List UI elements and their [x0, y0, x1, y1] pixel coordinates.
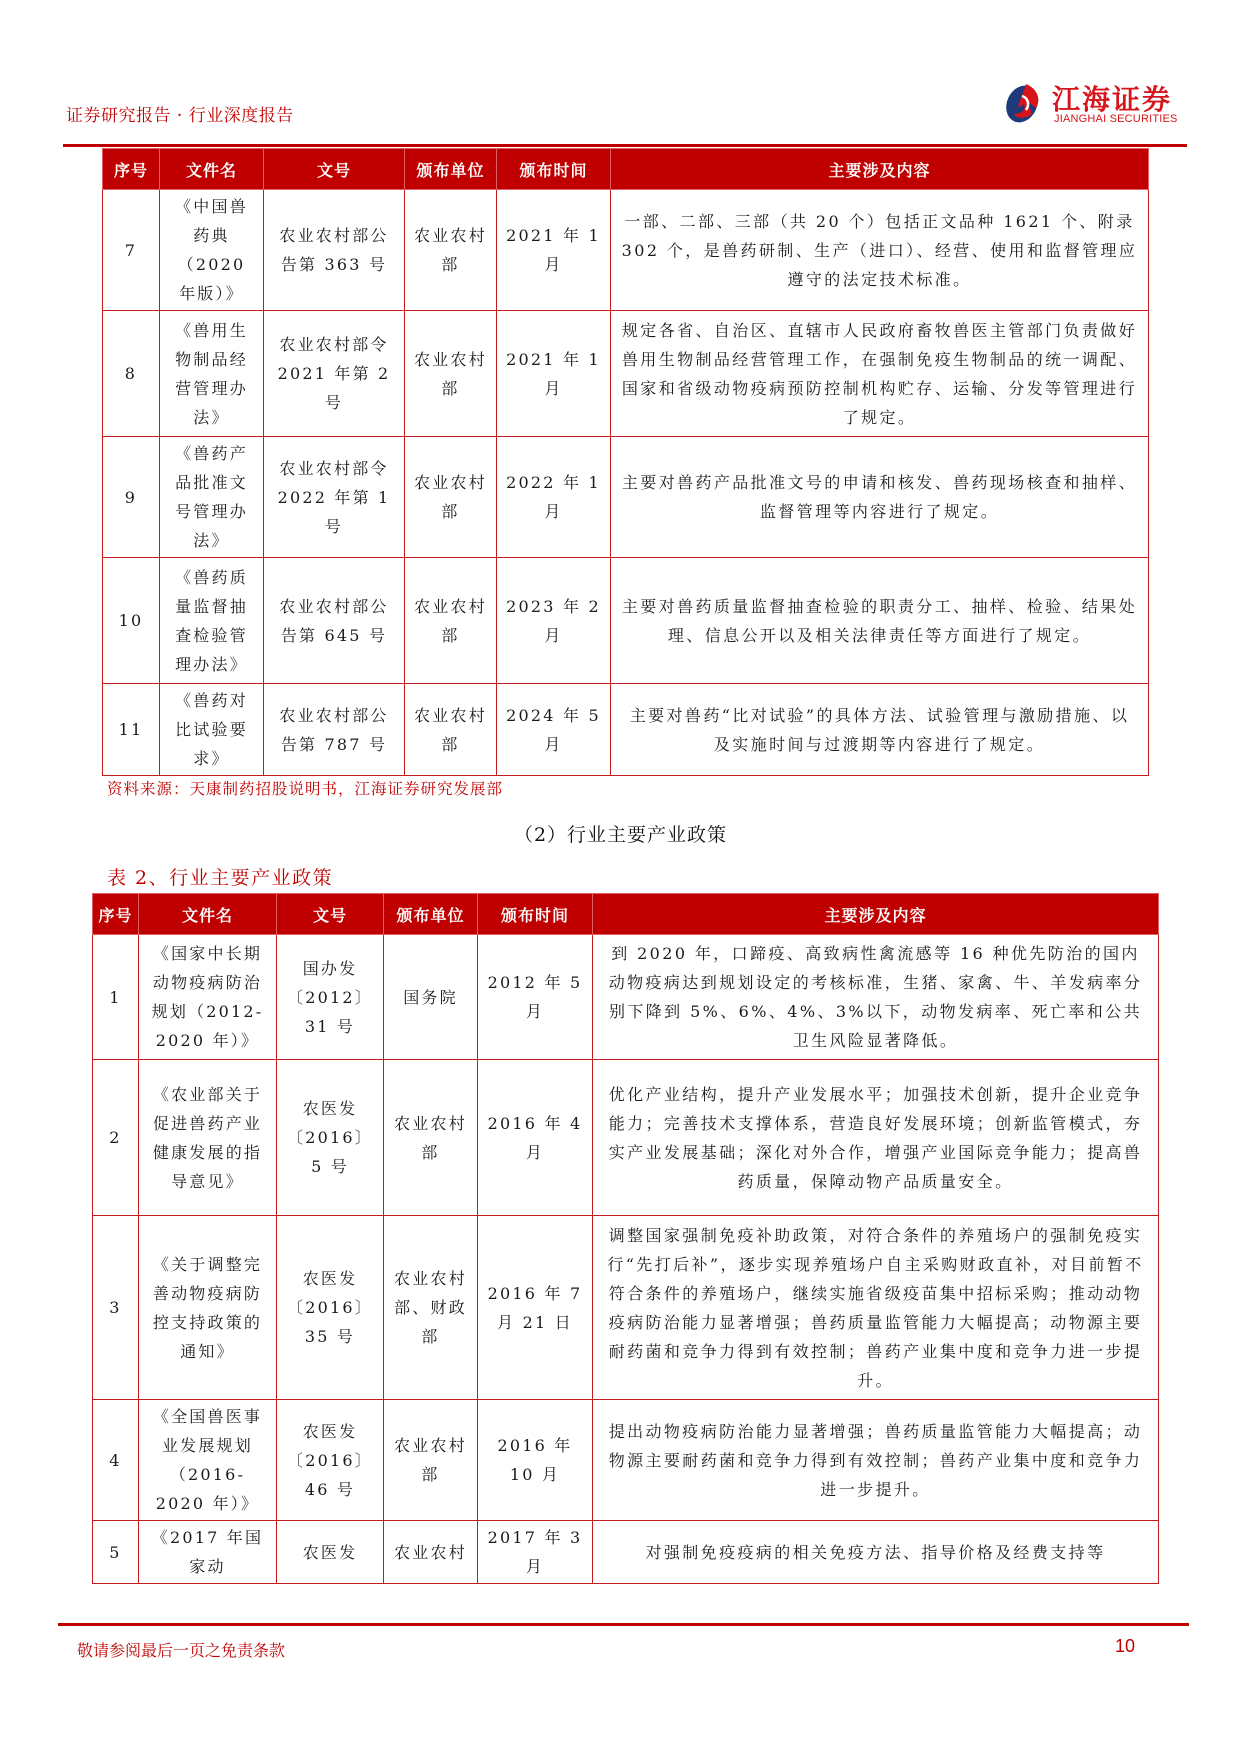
jianghai-logo-icon — [1002, 80, 1046, 124]
cell-content: 主要对兽药产品批准文号的申请和核发、兽药现场核查和抽样、监督管理等内容进行了规定。 — [611, 437, 1149, 558]
cell-issuer: 农业农村部 — [405, 437, 497, 558]
cell-date: 2016 年 7 月 21 日 — [478, 1216, 593, 1400]
table-row — [93, 1400, 1159, 1521]
cell-content: 规定各省、自治区、直辖市人民政府畜牧兽医主管部门负责做好兽用生物制品经营管理工作，在强制免疫生物制品的统一调配、国家和省级动物疫病预防控制机构贮存、运输、分发等管理进行了规定。 — [611, 311, 1149, 437]
cell-date: 2012 年 5 月 — [478, 935, 593, 1060]
cell-name: 《全国兽医事业发展规划（2016-2020 年）》 — [139, 1400, 277, 1521]
cell-date: 2016 年 4 月 — [478, 1060, 593, 1216]
cell-name: 《中国兽药典（2020 年版）》 — [160, 190, 264, 311]
col-header-name: 文件名 — [160, 149, 264, 190]
cell-content: 主要对兽药质量监督抽查检验的职责分工、抽样、检验、结果处理、信息公开以及相关法律责任等方面进行了规定。 — [611, 558, 1149, 684]
cell-doc-no: 农业农村部公告第 787 号 — [264, 684, 405, 776]
col-header-date: 颁布时间 — [478, 894, 593, 935]
cell-issuer: 农业农村部 — [405, 684, 497, 776]
cell-no: 4 — [93, 1400, 139, 1521]
cell-name: 《2017 年国家动 — [139, 1521, 277, 1584]
cell-date: 2023 年 2 月 — [497, 558, 611, 684]
cell-date: 2022 年 1 月 — [497, 437, 611, 558]
table-header-row — [103, 149, 1149, 190]
table-row — [103, 437, 1149, 558]
col-header-no: 序号 — [103, 149, 160, 190]
col-header-content: 主要涉及内容 — [593, 894, 1159, 935]
table-row — [93, 1216, 1159, 1400]
logo-text-cn: 江海证券 — [1052, 83, 1173, 116]
col-header-doc-no: 文号 — [264, 149, 405, 190]
cell-doc-no: 农业农村部令 2021 年第 2 号 — [264, 311, 405, 437]
logo-text-en: JIANGHAI SECURITIES — [1054, 113, 1178, 125]
brand-logo — [1002, 78, 1182, 128]
cell-name: 《兽药产品批准文号管理办法》 — [160, 437, 264, 558]
cell-content: 对强制免疫疫病的相关免疫方法、指导价格及经费支持等 — [593, 1521, 1159, 1584]
table-row — [103, 311, 1149, 437]
table-caption: 表 2、行业主要产业政策 — [107, 867, 334, 889]
cell-name: 《兽用生物制品经营管理办法》 — [160, 311, 264, 437]
cell-doc-no: 国办发〔2012〕31 号 — [277, 935, 384, 1060]
table-row — [93, 1060, 1159, 1216]
cell-date: 2021 年 1 月 — [497, 311, 611, 437]
cell-date: 2021 年 1 月 — [497, 190, 611, 311]
cell-date: 2016 年 10 月 — [478, 1400, 593, 1521]
cell-issuer: 农业农村部 — [405, 558, 497, 684]
cell-name: 《兽药质量监督抽查检验管理办法》 — [160, 558, 264, 684]
cell-doc-no: 农医发 — [277, 1521, 384, 1584]
cell-doc-no: 农医发〔2016〕5 号 — [277, 1060, 384, 1216]
source-note: 资料来源：天康制药招股说明书，江海证券研究发展部 — [107, 780, 504, 798]
cell-issuer: 农业农村部 — [405, 190, 497, 311]
cell-no: 2 — [93, 1060, 139, 1216]
cell-doc-no: 农业农村部令 2022 年第 1 号 — [264, 437, 405, 558]
cell-content: 提出动物疫病防治能力显著增强；兽药质量监管能力大幅提高；动物源主要耐药菌和竞争力得到有效控制；兽药产业集中度和竞争力进一步提升。 — [593, 1400, 1159, 1521]
disclaimer-note: 敬请参阅最后一页之免责条款 — [77, 1641, 286, 1660]
col-header-doc-no: 文号 — [277, 894, 384, 935]
cell-doc-no: 农业农村部公告第 645 号 — [264, 558, 405, 684]
cell-issuer: 农业农村部 — [384, 1400, 478, 1521]
cell-issuer: 农业农村 — [384, 1521, 478, 1584]
cell-no: 10 — [103, 558, 160, 684]
cell-issuer: 国务院 — [384, 935, 478, 1060]
col-header-content: 主要涉及内容 — [611, 149, 1149, 190]
cell-content: 主要对兽药“比对试验”的具体方法、试验管理与激励措施、以及实施时间与过渡期等内容进行了规定。 — [611, 684, 1149, 776]
cell-doc-no: 农医发〔2016〕35 号 — [277, 1216, 384, 1400]
table-row — [103, 190, 1149, 311]
cell-date: 2017 年 3 月 — [478, 1521, 593, 1584]
cell-no: 1 — [93, 935, 139, 1060]
industry-policy-table — [92, 893, 1159, 1584]
table-header-row — [93, 894, 1159, 935]
table-row — [93, 1521, 1159, 1584]
col-header-no: 序号 — [93, 894, 139, 935]
cell-date: 2024 年 5 月 — [497, 684, 611, 776]
cell-content: 调整国家强制免疫补助政策，对符合条件的养殖场户的强制免疫实行“先打后补”，逐步实现养殖场户自主采购财政直补，对目前暂不符合条件的养殖场户，继续实施省级疫苗集中招标采购；推动动物疫病防治能力显著增强；兽药质量监管能力大幅提高；动物源主要耐药菌和竞争力得到有效控制；兽药产业集中度和竞争力进一步提升。 — [593, 1216, 1159, 1400]
section-heading: （2）行业主要产业政策 — [513, 824, 728, 846]
cell-issuer: 农业农村部、财政部 — [384, 1216, 478, 1400]
regulations-table-continued — [102, 148, 1149, 776]
cell-no: 7 — [103, 190, 160, 311]
col-header-date: 颁布时间 — [497, 149, 611, 190]
cell-name: 《兽药对比试验要求》 — [160, 684, 264, 776]
cell-content: 到 2020 年，口蹄疫、高致病性禽流感等 16 种优先防治的国内动物疫病达到规划设定的考核标准，生猪、家禽、牛、羊发病率分别下降到 5%、6%、4%、3%以下，动物发病率、死亡率和公共卫生风险显著降低。 — [593, 935, 1159, 1060]
cell-name: 《国家中长期动物疫病防治规划（2012-2020 年）》 — [139, 935, 277, 1060]
table-row — [103, 684, 1149, 776]
col-header-issuer: 颁布单位 — [405, 149, 497, 190]
cell-issuer: 农业农村部 — [405, 311, 497, 437]
table-row — [103, 558, 1149, 684]
cell-no: 8 — [103, 311, 160, 437]
table-row — [93, 935, 1159, 1060]
cell-name: 《农业部关于促进兽药产业健康发展的指导意见》 — [139, 1060, 277, 1216]
cell-content: 一部、二部、三部（共 20 个）包括正文品种 1621 个、附录 302 个，是兽药研制、生产（进口）、经营、使用和监督管理应遵守的法定技术标准。 — [611, 190, 1149, 311]
col-header-name: 文件名 — [139, 894, 277, 935]
cell-issuer: 农业农村部 — [384, 1060, 478, 1216]
cell-content: 优化产业结构，提升产业发展水平；加强技术创新，提升企业竞争能力；完善技术支撑体系，营造良好发展环境；创新监管模式，夯实产业发展基础；深化对外合作，增强产业国际竞争能力；提高兽药质量，保障动物产品质量安全。 — [593, 1060, 1159, 1216]
col-header-issuer: 颁布单位 — [384, 894, 478, 935]
cell-doc-no: 农业农村部公告第 363 号 — [264, 190, 405, 311]
cell-no: 9 — [103, 437, 160, 558]
cell-no: 5 — [93, 1521, 139, 1584]
cell-doc-no: 农医发〔2016〕46 号 — [277, 1400, 384, 1521]
cell-no: 3 — [93, 1216, 139, 1400]
report-type-title: 证券研究报告 · 行业深度报告 — [66, 106, 294, 126]
cell-no: 11 — [103, 684, 160, 776]
page-number: 10 — [1115, 1636, 1136, 1656]
header-divider — [63, 144, 1187, 147]
footer-divider — [58, 1623, 1189, 1626]
cell-name: 《关于调整完善动物疫病防控支持政策的通知》 — [139, 1216, 277, 1400]
